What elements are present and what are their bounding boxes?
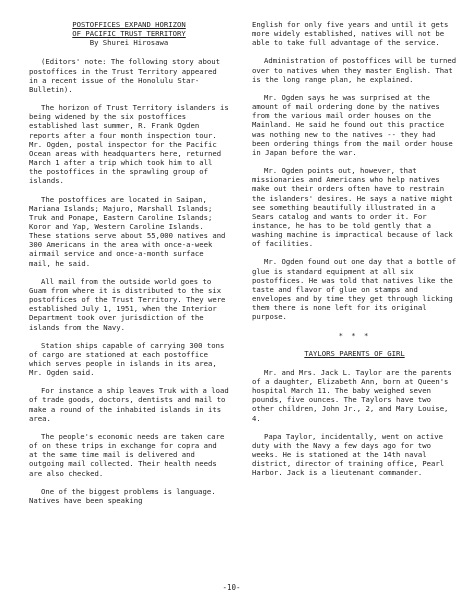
article-paragraph: One of the biggest problems is language. Natives have been speaking	[29, 486, 216, 505]
article-paragraph: Administration of postoffices will be turned over to natives when they master English. That is the long range plan, he explained.	[252, 56, 457, 84]
article-paragraph: Mr. Ogden points out, however, that missionaries and Americans who help natives make out their orders often have to restrain the islanders' desires. He says a native might see something beautifully illustrated in a Sears catalog and wants to order it. For instance, he has to be told gently that a washing machine is impractical because of lack of facilities.	[252, 166, 453, 249]
left-column	[29, 20, 229, 514]
article-paragraph: Station ships capable of carrying 300 tons of cargo are stationed at each postoffice which serves people in islands in its area, Mr. Ogden said.	[29, 340, 225, 378]
article-paragraph: For instance a ship leaves Truk with a load of trade goods, doctors, dentists and mail to make a round of the inhabited islands in its area.	[29, 386, 229, 423]
article-paragraph: Mr. Ogden says he was surprised at the amount of mail ordering done by the natives from the various mail order houses on the Mainland. He said he found out this practice was nothing new to the natives -- they had been ordering things from the mail order house in Japan before the war.	[252, 92, 453, 157]
article-headline	[29, 20, 229, 38]
birth-notice-paragraph: Mr. and Mrs. Jack L. Taylor are the parents of a daughter, Elizabeth Ann, born at Queen's hospital March 11. The baby weighed seven pounds, five ounces. The Taylors have two other children, John Jr., 2, and Mary Louise, 4.	[252, 367, 452, 423]
birth-notice-paragraph: Papa Taylor, incidentally, went on active duty with the Navy a few days ago for two weeks. He is stationed at the 14th naval district, director of training office, Pearl Harbor. Jack is a lieutenant commander.	[252, 431, 445, 478]
article-byline: By Shurei Hirosawa	[89, 38, 169, 48]
article-paragraph: The postoffices are located in Saipan, Mariana Islands; Majuro, Marshall Islands; Truk and Ponape, Eastern Caroline Islands; Koror and Yap, Western Caroline Islands. These stations serve about 55,000 natives and 300 Americans in the area with once-a-week airmail service and once-a-month surface mail, he said.	[29, 194, 226, 268]
article-paragraph: The people's economic needs are taken care of on these trips in exchange for copra and at the same time mail is delivered and outgoing mail collected. Their health needs are also checked.	[29, 431, 225, 478]
article-paragraph: (Editors' note: The following story about postoffices in the Trust Territory appeared in a recent issue of the Honolulu Star-Bulletin).	[29, 57, 220, 94]
article-paragraph: The horizon of Trust Territory islanders is being widened by the six postoffices established last summer, R. Frank Ogden reports after a four month inspection tour. Mr. Ogden, postal inspector for the Pacific Ocean areas with headquarters here, returned March 1 after a trip which took him to all the postoffices in the sprawling group of islands.	[29, 103, 229, 186]
headline-line-2: OF PACIFIC TRUST TERRITORY	[72, 29, 186, 39]
headline-line-1: POSTOFFICES EXPAND HORIZON	[72, 20, 186, 29]
article-paragraph-continued: English for only five years and until it gets more widely established, natives will not be able to take full advantage of the service.	[252, 20, 449, 48]
article-paragraph: All mail from the outside world goes to Guam from where it is distributed to the six postoffices of the Trust Territory. They were established July 1, 1951, when the Interior Department took over jurisdiction of the islands from the Navy.	[29, 276, 226, 332]
page-number: -10-	[222, 583, 241, 592]
section-separator: * * *	[338, 330, 371, 340]
right-column	[252, 20, 457, 487]
article-paragraph: Mr. Ogden found out one day that a bottle of glue is standard equipment at all six postoffices. He was told that natives like the taste and flavor of glue on stamps and envelopes and by time they get through licking them there is none left for its original purpose.	[252, 257, 457, 322]
birth-notice-headline: TAYLORS PARENTS OF GIRL	[304, 348, 405, 358]
